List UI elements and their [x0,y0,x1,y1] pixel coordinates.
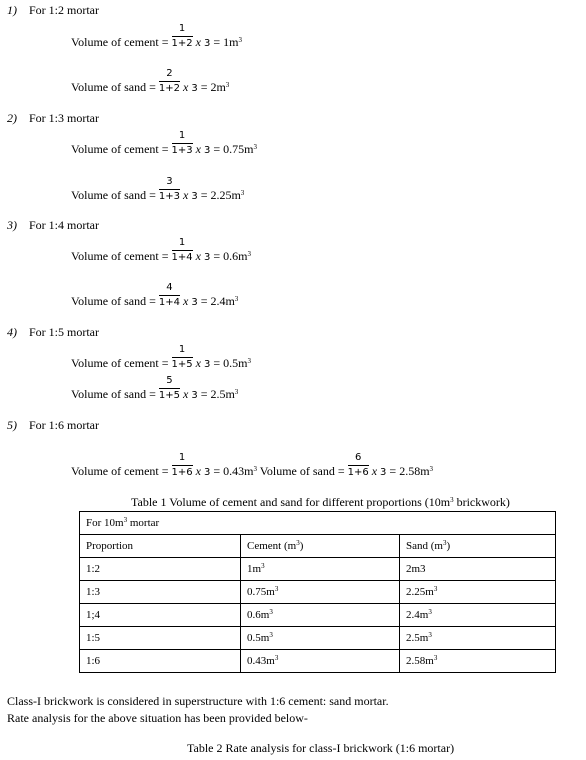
paragraph-line-1: Class-I brickwork is considered in superstructure with 1:6 cement: sand mortar. [7,694,389,708]
header-text: Cement (m [247,540,297,552]
cell-text: 2m3 [406,563,426,575]
unit-superscript: 3 [247,357,251,365]
result: = 0.5m [210,356,248,370]
factor: 3 [191,83,198,94]
cell-text: 1;4 [86,609,101,621]
table-row [80,604,556,627]
cell-superscript: 3 [269,631,273,639]
cell-superscript: 3 [274,654,279,662]
table-cell [400,604,556,627]
header-superscript: 3 [442,539,447,547]
cell-text: 0.43m [247,655,275,667]
cement-equation [71,344,251,371]
cell-text: 1m [247,563,262,575]
header-cell [400,535,556,558]
header-cell [241,535,400,558]
table-cell [241,604,400,627]
fraction [171,344,193,370]
fraction [347,452,369,478]
numerator: 1 [178,344,186,355]
result: = 0.6m [210,249,248,263]
cell-superscript: 3 [428,608,432,616]
factor: 3 [380,467,387,478]
fraction [171,130,193,156]
equation-label: Volume of cement = [71,249,172,263]
list-item-2 [7,111,99,126]
numerator: 1 [178,237,186,248]
item-number: 2) [7,111,17,125]
table-cell [241,581,400,604]
table-cell [80,604,241,627]
cell-superscript: 3 [269,608,273,616]
item-number: 4) [7,325,17,339]
table-cell [80,558,241,581]
unit-superscript: 3 [234,388,239,396]
table-row [80,581,556,604]
sand-equation [71,375,239,402]
table-cell [80,581,241,604]
unit-superscript: 3 [240,189,245,197]
table-row [80,627,556,650]
factor: 3 [203,359,211,370]
denominator: 1+3 [158,191,180,202]
result: = 2m [197,80,226,94]
title-text-end: mortar [127,517,160,529]
cell-text: 0.6m [247,609,270,621]
fraction [158,176,180,202]
numerator: 1 [178,23,186,34]
item-title: For 1:5 mortar [29,325,99,339]
item-title: For 1:4 mortar [29,218,99,232]
table1-caption [131,495,510,510]
factor: 3 [203,467,211,478]
cell-text: 1:6 [86,655,101,667]
header-text-end: ) [446,540,451,552]
cell-text: 2.4m [406,609,429,621]
list-item-4 [7,325,99,340]
caption-text: Table 1 Volume of cement and sand for different proportions (10m [131,495,451,509]
list-item-5 [7,418,99,433]
result: = 2.25m [197,188,241,202]
caption-superscript: 3 [450,496,454,504]
result: = 0.75m [210,142,254,156]
title-text: For 10m [86,517,124,529]
table-row [80,558,556,581]
header-text-end: ) [299,540,304,552]
table-cell [400,627,556,650]
item-number: 1) [7,3,17,17]
denominator: 1+5 [158,390,180,401]
header-superscript: 3 [296,539,300,547]
fraction [171,23,193,49]
cement-equation [71,23,242,50]
list-item-1 [7,3,99,18]
item-title: For 1:2 mortar [29,3,99,17]
factor: 3 [191,191,198,202]
factor: 3 [203,145,211,156]
cement-equation [71,237,251,264]
denominator: 1+4 [158,297,180,308]
numerator: 4 [166,282,173,293]
multiply-sign: x [179,80,192,94]
table-cell [80,650,241,673]
table2-caption: Table 2 Rate analysis for class-I brickwork (1:6 mortar) [187,741,455,755]
result: = 2.4m [197,294,235,308]
table-cell [241,558,400,581]
cell-superscript: 3 [433,654,438,662]
table-row [80,650,556,673]
cell-superscript: 3 [433,585,438,593]
equation-label: Volume of sand = [71,387,159,401]
table-header-row [80,535,556,558]
numerator: 1 [178,130,186,141]
unit-superscript: 3 [234,295,239,303]
list-item-3 [7,218,99,233]
unit-superscript: 3 [253,143,257,151]
cell-text: 2.5m [406,632,429,644]
header-text: Proportion [86,540,134,552]
unit-superscript: 3 [225,81,230,89]
equation-label: Volume of cement = [71,464,172,478]
unit-superscript: 3 [247,250,251,258]
table-cell [400,581,556,604]
equation-label: Volume of cement = [71,356,172,370]
equation-label: Volume of cement = [71,35,172,49]
table-title-cell [80,512,556,535]
cell-text: 0.5m [247,632,270,644]
multiply-sign: x [192,35,204,49]
cell-superscript: 3 [261,562,265,570]
result: = 1m [210,35,239,49]
factor: 3 [203,252,211,263]
sand-equation [71,282,239,309]
multiply-sign: x [179,387,192,401]
table-cell [241,627,400,650]
numerator: 1 [178,452,186,463]
numerator: 2 [166,68,173,79]
unit-superscript: 3 [253,465,257,473]
fraction [158,68,180,94]
multiply-sign: x [192,249,204,263]
cell-text: 1:5 [86,632,101,644]
denominator: 1+4 [171,252,193,263]
title-superscript: 3 [123,516,128,524]
unit-superscript: 3 [238,36,242,44]
result: = 2.5m [197,387,235,401]
fraction [171,452,193,478]
multiply-sign: x [179,294,192,308]
sand-equation [71,68,230,95]
item-number: 3) [7,218,17,232]
denominator: 1+6 [347,467,369,478]
factor: 3 [191,390,198,401]
equation-label: Volume of cement = [71,142,172,156]
cell-text: 0.75m [247,586,275,598]
multiply-sign: x [192,464,204,478]
multiply-sign: x [192,142,204,156]
volume-table [79,511,556,673]
table-cell [400,558,556,581]
cell-text: 2.58m [406,655,434,667]
cell-text: 1:3 [86,586,101,598]
cement-and-sand-equation [71,452,434,479]
result: = 2.58m [386,464,430,478]
denominator: 1+2 [171,38,193,49]
header-text: Sand (m [406,540,443,552]
numerator: 3 [166,176,173,187]
fraction [158,282,180,308]
table-cell [400,650,556,673]
factor: 3 [191,297,198,308]
multiply-sign: x [179,188,192,202]
fraction [171,237,193,263]
multiply-sign: x [368,464,381,478]
table-cell [80,627,241,650]
cell-superscript: 3 [428,631,432,639]
item-number: 5) [7,418,17,432]
unit-superscript: 3 [429,465,434,473]
cement-equation [71,130,257,157]
cell-superscript: 3 [274,585,279,593]
result: = 0.43m [210,464,254,478]
equation-label: Volume of sand = [71,188,159,202]
table-cell [241,650,400,673]
cell-text: 2.25m [406,586,434,598]
cell-text: 1:2 [86,563,101,575]
paragraph-line-2: Rate analysis for the above situation has been provided below- [7,711,308,725]
factor: 3 [203,38,211,49]
item-title: For 1:6 mortar [29,418,99,432]
table-title-row [80,512,556,535]
equation-label: Volume of sand = [256,464,348,478]
equation-label: Volume of sand = [71,80,159,94]
numerator: 6 [354,452,362,463]
denominator: 1+2 [158,83,180,94]
numerator: 5 [166,375,173,386]
fraction [158,375,180,401]
denominator: 1+6 [171,467,193,478]
equation-label: Volume of sand = [71,294,159,308]
header-cell [80,535,241,558]
multiply-sign: x [192,356,204,370]
denominator: 1+5 [171,359,193,370]
item-title: For 1:3 mortar [29,111,99,125]
caption-text-end: brickwork) [453,495,510,509]
denominator: 1+3 [171,145,193,156]
sand-equation [71,176,245,203]
